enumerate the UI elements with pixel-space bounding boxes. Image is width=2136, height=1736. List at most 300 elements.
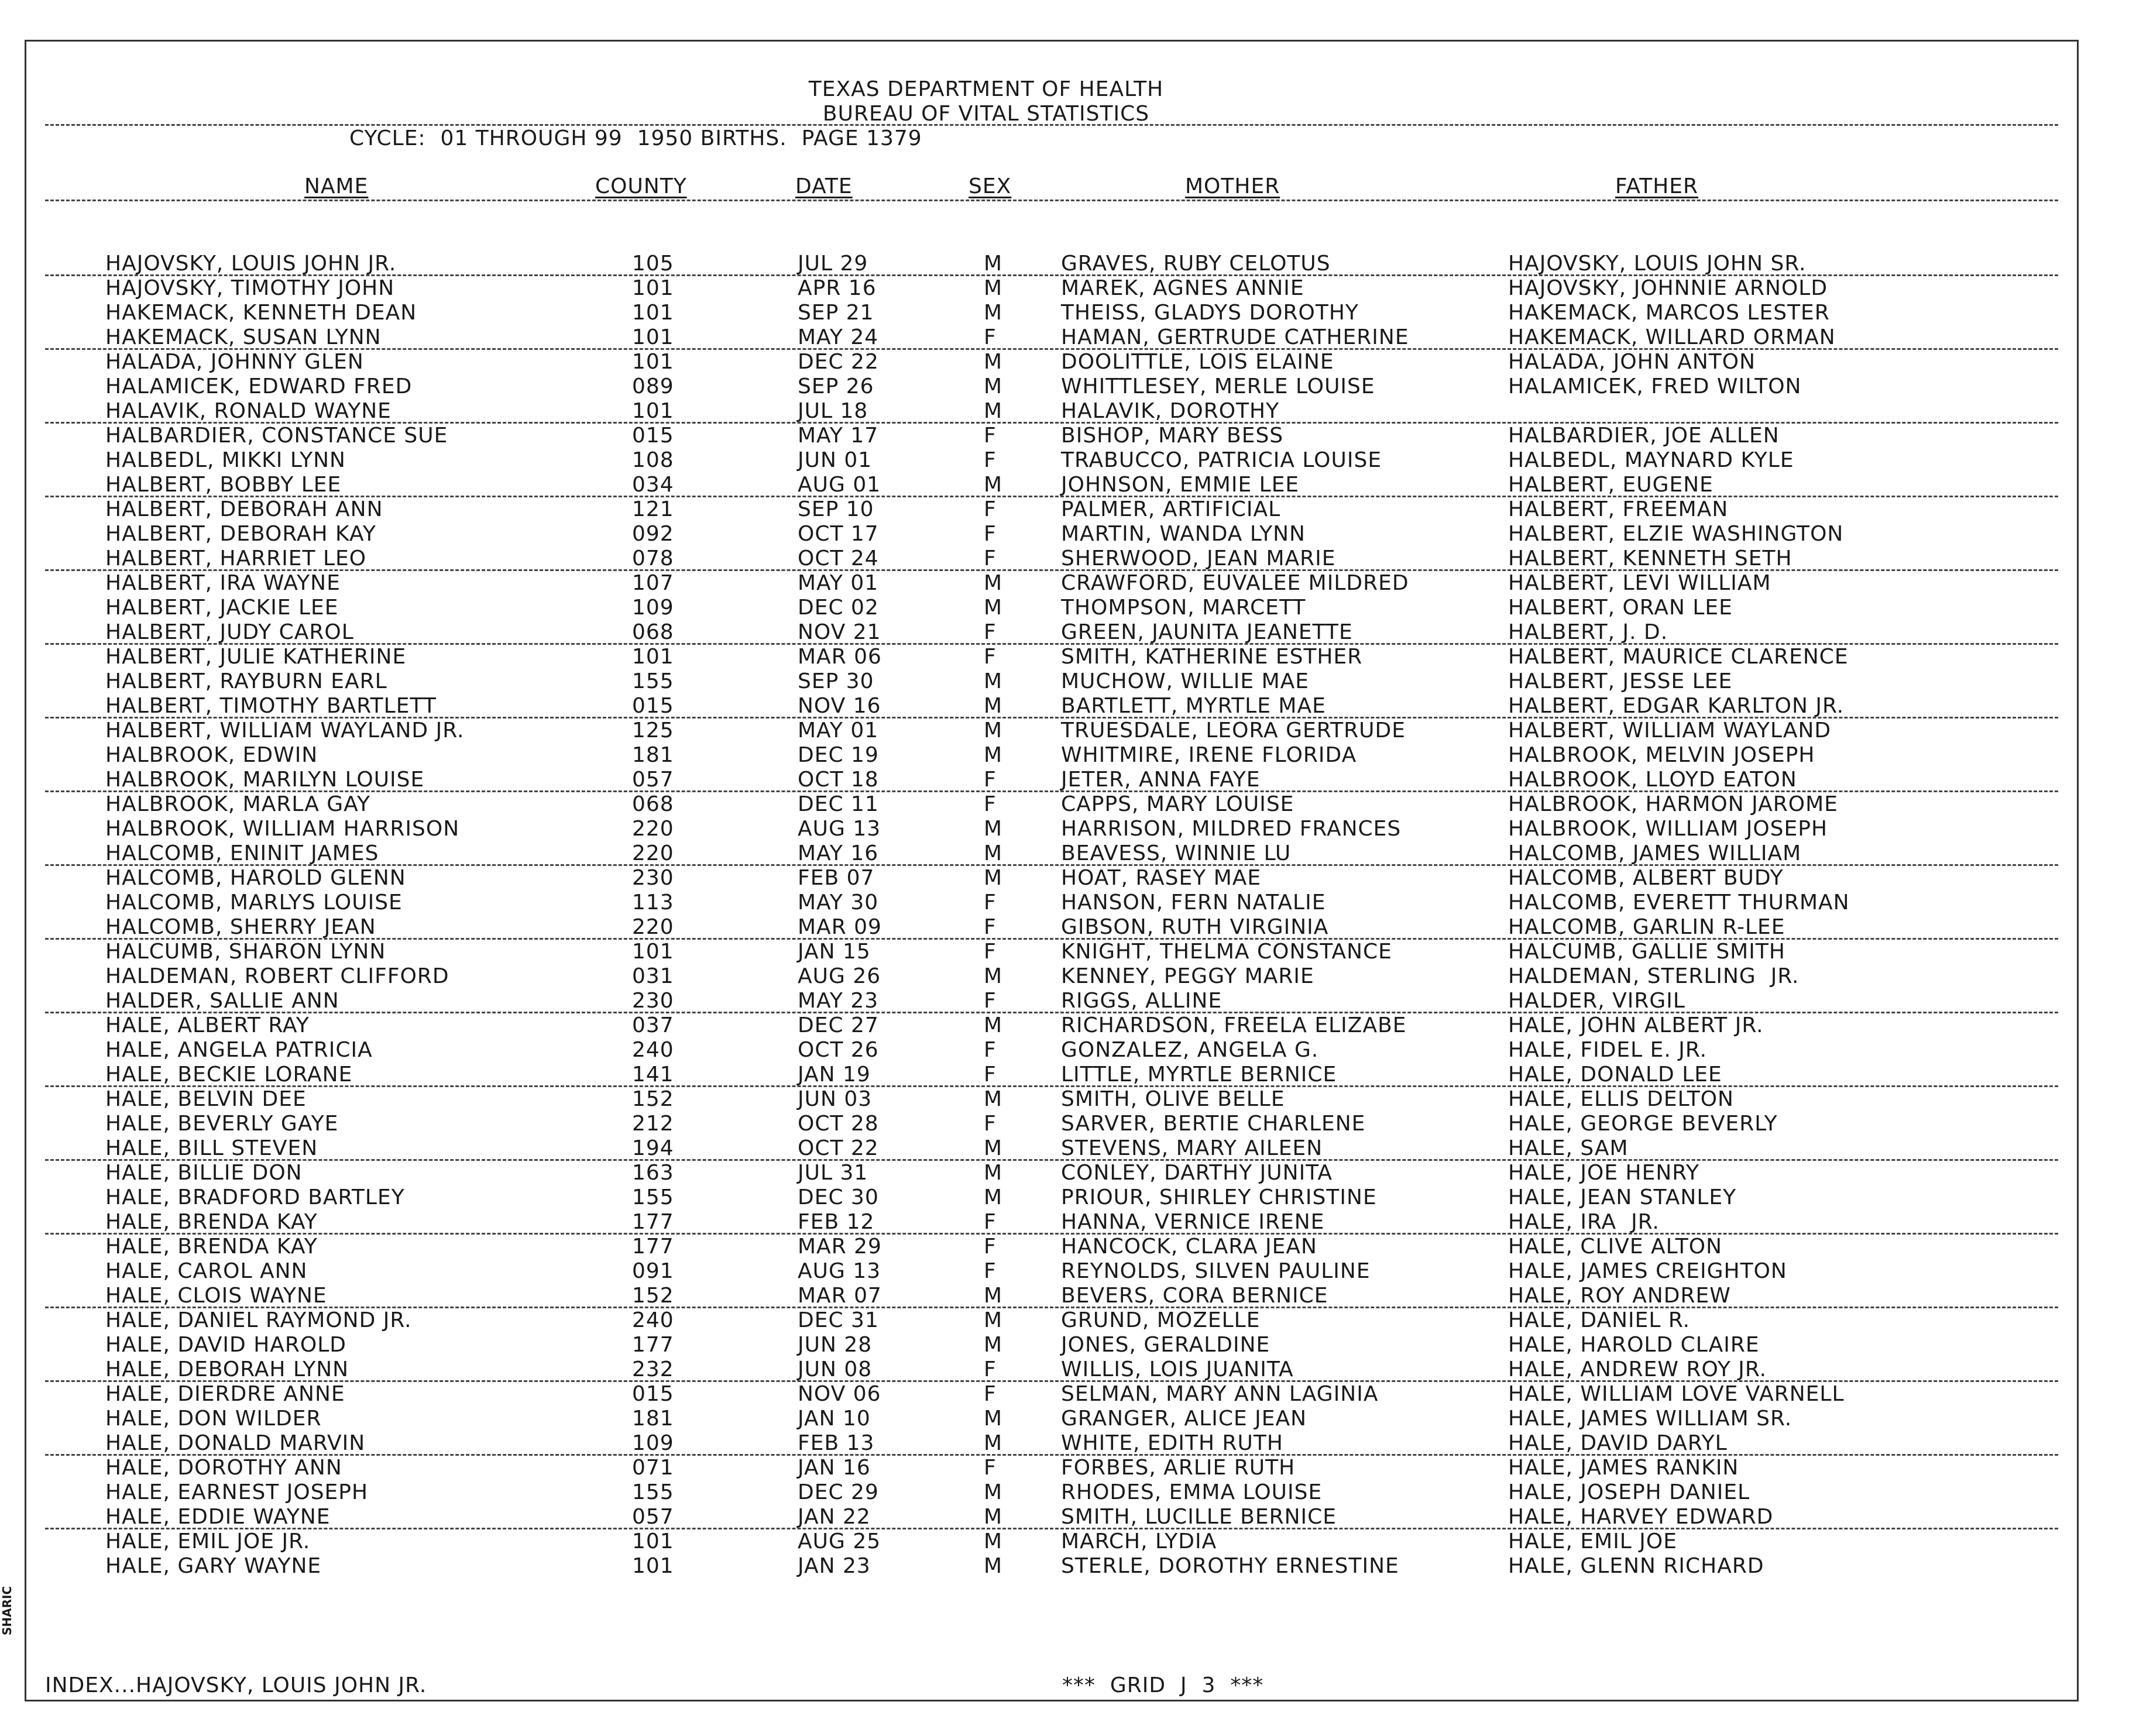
cell-sex: M [984,276,1003,300]
header-rule [45,124,2058,126]
cell-mother: RIGGS, ALLINE [1061,989,1222,1013]
cell-father: HALBERT, LEVI WILLIAM [1508,571,1771,595]
cell-name: HALE, EMIL JOE JR. [105,1529,311,1553]
cell-county: 163 [632,1161,674,1185]
cell-mother: JETER, ANNA FAYE [1061,768,1261,792]
cell-father: HALE, FIDEL E. JR. [1508,1038,1708,1062]
cell-father: HALE, ELLIS DELTON [1508,1087,1734,1111]
cell-name: HALDER, SALLIE ANN [105,989,339,1013]
cell-county: 220 [632,915,674,939]
cell-date: AUG 25 [798,1529,881,1553]
cell-name: HALE, GARY WAYNE [105,1554,322,1578]
cell-father: HALE, CLIVE ALTON [1508,1235,1722,1259]
cell-date: DEC 29 [798,1480,879,1504]
cell-father: HALBERT, JESSE LEE [1508,669,1733,693]
cell-mother: BEVERS, CORA BERNICE [1061,1284,1328,1308]
cell-sex: M [984,1013,1003,1037]
cell-sex: M [984,1308,1003,1332]
cell-county: 101 [632,940,674,964]
cell-date: NOV 06 [798,1382,881,1406]
cell-date: MAY 16 [798,841,879,865]
cell-father: HALAMICEK, FRED WILTON [1508,374,1802,398]
cell-name: HALBROOK, WILLIAM HARRISON [105,817,460,841]
cell-date: SEP 26 [798,374,874,398]
cell-name: HALE, BECKIE LORANE [105,1063,353,1087]
row-separator [45,1454,2058,1456]
cell-name: HALBROOK, MARLA GAY [105,792,371,816]
cell-name: HAKEMACK, KENNETH DEAN [105,301,417,325]
cell-father: HALBERT, J. D. [1508,620,1668,644]
cell-mother: HANNA, VERNICE IRENE [1061,1210,1325,1234]
col-header-father: FATHER [1615,174,1699,198]
cell-father: HALE, SAM [1508,1136,1629,1160]
cell-name: HALBERT, DEBORAH KAY [105,522,376,546]
cell-sex: F [984,1382,997,1406]
cell-father: HALE, GEORGE BEVERLY [1508,1112,1778,1136]
cell-father: HALDER, VIRGIL [1508,989,1685,1013]
cell-sex: M [984,1284,1003,1308]
col-header-mother: MOTHER [1185,174,1280,198]
cell-father: HALBEDL, MAYNARD KYLE [1508,448,1794,472]
header-line-3: CYCLE: 01 THROUGH 99 1950 BIRTHS. PAGE 1379 [349,126,922,150]
cell-date: OCT 28 [798,1112,879,1136]
cell-mother: HANSON, FERN NATALIE [1061,891,1326,915]
cell-date: DEC 30 [798,1185,879,1209]
cell-mother: RHODES, EMMA LOUISE [1061,1480,1323,1504]
cell-county: 101 [632,1554,674,1578]
cell-sex: M [984,596,1003,620]
cell-date: JUL 31 [798,1161,868,1185]
cell-mother: BISHOP, MARY BESS [1061,424,1284,448]
cell-mother: MARTIN, WANDA LYNN [1061,522,1306,546]
cell-county: 101 [632,301,674,325]
cell-sex: F [984,1112,997,1136]
cell-date: NOV 21 [798,620,881,644]
row-separator [45,1233,2058,1235]
cell-date: FEB 12 [798,1210,875,1234]
cell-sex: F [984,1210,997,1234]
cell-name: HALE, CLOIS WAYNE [105,1284,327,1308]
cell-sex: M [984,964,1003,988]
cell-mother: STERLE, DOROTHY ERNESTINE [1061,1554,1399,1578]
cell-mother: HOAT, RASEY MAE [1061,866,1262,890]
cell-name: HALE, BILL STEVEN [105,1136,318,1160]
cell-county: 089 [632,374,674,398]
cell-county: 101 [632,1529,674,1553]
cell-name: HALBERT, JUDY CAROL [105,620,354,644]
cell-name: HALE, BRENDA KAY [105,1210,318,1234]
cell-date: MAR 06 [798,645,882,669]
cell-mother: GONZALEZ, ANGELA G. [1061,1038,1319,1062]
cell-mother: CAPPS, MARY LOUISE [1061,792,1294,816]
cell-county: 068 [632,620,674,644]
cell-date: AUG 26 [798,964,881,988]
cell-date: MAY 23 [798,989,879,1013]
cell-date: JUN 03 [798,1087,873,1111]
cell-date: OCT 22 [798,1136,879,1160]
cell-date: DEC 27 [798,1013,879,1037]
cell-date: FEB 07 [798,866,875,890]
cell-sex: M [984,1480,1003,1504]
cell-county: 015 [632,694,674,718]
cell-mother: CONLEY, DARTHY JUNITA [1061,1161,1333,1185]
cell-mother: TRABUCCO, PATRICIA LOUISE [1061,448,1382,472]
cell-county: 101 [632,276,674,300]
cell-sex: M [984,1185,1003,1209]
cell-name: HAJOVSKY, LOUIS JOHN JR. [105,252,397,276]
cell-mother: THOMPSON, MARCETT [1061,596,1306,620]
cell-father: HALE, JEAN STANLEY [1508,1185,1737,1209]
cell-mother: DOOLITTLE, LOIS ELAINE [1061,350,1334,374]
cell-county: 015 [632,1382,674,1406]
col-header-sex: SEX [969,174,1012,198]
cell-name: HALE, DOROTHY ANN [105,1456,342,1480]
cell-county: 037 [632,1013,674,1037]
cell-county: 212 [632,1112,674,1136]
cell-date: JAN 22 [798,1505,871,1529]
cell-mother: JOHNSON, EMMIE LEE [1061,473,1300,497]
cell-mother: GRAVES, RUBY CELOTUS [1061,252,1331,276]
cell-father: HALCOMB, JAMES WILLIAM [1508,841,1802,865]
cell-date: JUN 01 [798,448,873,472]
cell-county: 220 [632,817,674,841]
cell-name: HALE, DAVID HAROLD [105,1333,347,1357]
cell-father: HALBERT, KENNETH SETH [1508,546,1792,570]
cell-county: 078 [632,546,674,570]
cell-county: 220 [632,841,674,865]
cell-date: JUL 18 [798,399,868,423]
cell-county: 105 [632,252,674,276]
cell-mother: STEVENS, MARY AILEEN [1061,1136,1323,1160]
header-line-1: TEXAS DEPARTMENT OF HEALTH [808,77,1164,101]
cell-sex: M [984,350,1003,374]
cell-father: HALE, JOHN ALBERT JR. [1508,1013,1764,1037]
header-line-2: BUREAU OF VITAL STATISTICS [822,102,1150,126]
cell-name: HALBERT, JULIE KATHERINE [105,645,407,669]
cell-county: 177 [632,1210,674,1234]
cell-father: HALCOMB, EVERETT THURMAN [1508,891,1850,915]
cell-father: HALE, JAMES RANKIN [1508,1456,1739,1480]
cell-father: HALE, HARVEY EDWARD [1508,1505,1774,1529]
cell-date: APR 16 [798,276,877,300]
cell-name: HAJOVSKY, TIMOTHY JOHN [105,276,395,300]
cell-father: HALE, IRA JR. [1508,1210,1660,1234]
cell-sex: F [984,891,997,915]
cell-name: HALDEMAN, ROBERT CLIFFORD [105,964,449,988]
cell-sex: F [984,1235,997,1259]
cell-name: HALCUMB, SHARON LYNN [105,940,386,964]
cell-sex: F [984,792,997,816]
cell-father: HALE, WILLIAM LOVE VARNELL [1508,1382,1845,1406]
cell-sex: F [984,1038,997,1062]
cell-mother: GRANGER, ALICE JEAN [1061,1407,1307,1431]
cell-sex: M [984,1554,1003,1578]
cell-name: HALBERT, RAYBURN EARL [105,669,387,693]
cell-sex: M [984,1333,1003,1357]
cell-sex: M [984,743,1003,767]
cell-county: 230 [632,866,674,890]
cell-father: HALBROOK, MELVIN JOSEPH [1508,743,1815,767]
cell-sex: M [984,1529,1003,1553]
cell-sex: F [984,940,997,964]
cell-county: 152 [632,1284,674,1308]
cell-name: HALE, DONALD MARVIN [105,1431,366,1455]
cell-mother: GREEN, JAUNITA JEANETTE [1061,620,1353,644]
cell-mother: PRIOUR, SHIRLEY CHRISTINE [1061,1185,1377,1209]
cell-sex: M [984,817,1003,841]
cell-name: HALE, ANGELA PATRICIA [105,1038,373,1062]
cell-county: 108 [632,448,674,472]
cell-county: 109 [632,596,674,620]
cell-mother: MAREK, AGNES ANNIE [1061,276,1304,300]
cell-father: HALDEMAN, STERLING JR. [1508,964,1800,988]
cell-date: DEC 19 [798,743,879,767]
cell-father: HALE, ANDREW ROY JR. [1508,1357,1767,1381]
cell-name: HALBERT, JACKIE LEE [105,596,339,620]
cell-name: HALBERT, HARRIET LEO [105,546,367,570]
cell-mother: HALAVIK, DOROTHY [1061,399,1280,423]
cell-sex: M [984,866,1003,890]
cell-county: 181 [632,1407,674,1431]
cell-date: AUG 13 [798,1259,881,1283]
cell-father: HALBERT, EUGENE [1508,473,1713,497]
cell-date: MAY 01 [798,571,879,595]
cell-mother: HARRISON, MILDRED FRANCES [1061,817,1402,841]
cell-mother: SMITH, KATHERINE ESTHER [1061,645,1363,669]
cell-mother: MUCHOW, WILLIE MAE [1061,669,1310,693]
cell-mother: WHITTLESEY, MERLE LOUISE [1061,374,1375,398]
cell-father: HALBROOK, LLOYD EATON [1508,768,1797,792]
cell-sex: F [984,1063,997,1087]
cell-county: 092 [632,522,674,546]
cell-sex: M [984,1407,1003,1431]
cell-sex: M [984,694,1003,718]
col-header-name: NAME [304,174,369,198]
cell-county: 091 [632,1259,674,1283]
cell-county: 152 [632,1087,674,1111]
cell-name: HALE, BELVIN DEE [105,1087,307,1111]
cell-father: HALBROOK, WILLIAM JOSEPH [1508,817,1828,841]
col-header-county: COUNTY [595,174,687,198]
cell-date: OCT 18 [798,768,879,792]
cell-sex: F [984,645,997,669]
cell-date: JUN 08 [798,1357,873,1381]
cell-sex: F [984,546,997,570]
cell-sex: M [984,473,1003,497]
cell-mother: SMITH, OLIVE BELLE [1061,1087,1285,1111]
cell-father: HALADA, JOHN ANTON [1508,350,1756,374]
cell-father: HALE, DAVID DARYL [1508,1431,1728,1455]
cell-mother: RICHARDSON, FREELA ELIZABE [1061,1013,1407,1037]
cell-mother: REYNOLDS, SILVEN PAULINE [1061,1259,1371,1283]
row-separator [45,1159,2058,1161]
cell-county: 071 [632,1456,674,1480]
cell-county: 109 [632,1431,674,1455]
cell-date: DEC 31 [798,1308,879,1332]
cell-date: AUG 01 [798,473,881,497]
cell-date: JAN 19 [798,1063,871,1087]
cell-sex: F [984,989,997,1013]
cell-sex: F [984,1357,997,1381]
cell-father: HALE, DONALD LEE [1508,1063,1722,1087]
cell-mother: SARVER, BERTIE CHARLENE [1061,1112,1366,1136]
cell-sex: F [984,325,997,349]
cell-mother: MARCH, LYDIA [1061,1529,1217,1553]
document-sheet [25,40,2079,1701]
cell-date: OCT 26 [798,1038,879,1062]
cell-father: HALE, JAMES WILLIAM SR. [1508,1407,1792,1431]
cell-county: 125 [632,719,674,742]
cell-mother: PALMER, ARTIFICIAL [1061,497,1281,521]
cell-county: 031 [632,964,674,988]
cell-sex: F [984,915,997,939]
cell-name: HALE, BEVERLY GAYE [105,1112,339,1136]
cell-name: HALE, BILLIE DON [105,1161,303,1185]
cell-father: HALBERT, MAURICE CLARENCE [1508,645,1849,669]
cell-sex: M [984,1431,1003,1455]
side-label: SHARIC [0,1586,14,1635]
cell-county: 155 [632,669,674,693]
cell-mother: KENNEY, PEGGY MARIE [1061,964,1314,988]
cell-name: HALCOMB, HAROLD GLENN [105,866,406,890]
cell-county: 101 [632,350,674,374]
cell-sex: F [984,620,997,644]
cell-sex: F [984,424,997,448]
cell-name: HALBERT, IRA WAYNE [105,571,341,595]
cell-name: HALBERT, BOBBY LEE [105,473,342,497]
cell-county: 101 [632,399,674,423]
cell-date: MAY 01 [798,719,879,742]
row-separator [45,1085,2058,1087]
cell-sex: M [984,841,1003,865]
cell-date: JUL 29 [798,252,868,276]
cell-name: HALCOMB, ENINIT JAMES [105,841,379,865]
cell-county: 141 [632,1063,674,1087]
cell-date: DEC 11 [798,792,879,816]
cell-name: HAKEMACK, SUSAN LYNN [105,325,382,349]
cell-name: HALBERT, WILLIAM WAYLAND JR. [105,719,465,742]
cell-name: HALCOMB, MARLYS LOUISE [105,891,403,915]
cell-father: HALBERT, ELZIE WASHINGTON [1508,522,1844,546]
cell-county: 194 [632,1136,674,1160]
cell-mother: KNIGHT, THELMA CONSTANCE [1061,940,1392,964]
cell-date: MAR 07 [798,1284,882,1308]
cell-county: 057 [632,768,674,792]
cell-father: HAKEMACK, WILLARD ORMAN [1508,325,1836,349]
cell-mother: CRAWFORD, EUVALEE MILDRED [1061,571,1409,595]
col-header-date: DATE [795,174,853,198]
cell-mother: HANCOCK, CLARA JEAN [1061,1235,1317,1259]
cell-mother: WHITMIRE, IRENE FLORIDA [1061,743,1357,767]
cell-date: JAN 10 [798,1407,871,1431]
cell-mother: SMITH, LUCILLE BERNICE [1061,1505,1337,1529]
cell-date: OCT 24 [798,546,879,570]
cell-mother: BARTLETT, MYRTLE MAE [1061,694,1326,718]
cell-county: 057 [632,1505,674,1529]
cell-father: HALE, GLENN RICHARD [1508,1554,1764,1578]
cell-sex: M [984,719,1003,742]
cell-name: HALE, DIERDRE ANNE [105,1382,345,1406]
cell-date: MAR 09 [798,915,882,939]
cell-sex: F [984,448,997,472]
footer-grid: *** GRID J 3 *** [1062,1673,1264,1697]
cell-father: HALBERT, WILLIAM WAYLAND [1508,719,1832,742]
cell-county: 232 [632,1357,674,1381]
cell-name: HALADA, JOHNNY GLEN [105,350,364,374]
cell-mother: THEISS, GLADYS DOROTHY [1061,301,1359,325]
cell-father: HALE, JOSEPH DANIEL [1508,1480,1750,1504]
cell-mother: TRUESDALE, LEORA GERTRUDE [1061,719,1406,742]
cell-date: SEP 10 [798,497,874,521]
cell-name: HALAMICEK, EDWARD FRED [105,374,413,398]
cell-date: AUG 13 [798,817,881,841]
cell-date: MAY 30 [798,891,879,915]
cell-mother: GIBSON, RUTH VIRGINIA [1061,915,1329,939]
cell-father: HALBERT, ORAN LEE [1508,596,1733,620]
cell-county: 230 [632,989,674,1013]
cell-father: HALCUMB, GALLIE SMITH [1508,940,1785,964]
cell-mother: SELMAN, MARY ANN LAGINIA [1061,1382,1379,1406]
cell-date: JAN 15 [798,940,871,964]
cell-father: HALCOMB, GARLIN R-LEE [1508,915,1785,939]
cell-name: HALE, ALBERT RAY [105,1013,310,1037]
cell-sex: F [984,1259,997,1283]
cell-father: HAKEMACK, MARCOS LESTER [1508,301,1830,325]
cell-mother: BEAVESS, WINNIE LU [1061,841,1292,865]
column-header-rule [45,200,2058,201]
cell-name: HALE, DEBORAH LYNN [105,1357,349,1381]
cell-name: HALE, DANIEL RAYMOND JR. [105,1308,412,1332]
cell-county: 107 [632,571,674,595]
cell-date: DEC 02 [798,596,879,620]
cell-date: DEC 22 [798,350,879,374]
cell-county: 177 [632,1333,674,1357]
cell-name: HALBERT, TIMOTHY BARTLETT [105,694,437,718]
cell-sex: F [984,1456,997,1480]
cell-mother: HAMAN, GERTRUDE CATHERINE [1061,325,1409,349]
cell-sex: M [984,1136,1003,1160]
cell-mother: LITTLE, MYRTLE BERNICE [1061,1063,1337,1087]
cell-name: HALE, DON WILDER [105,1407,322,1431]
cell-name: HALE, BRENDA KAY [105,1235,318,1259]
cell-date: SEP 30 [798,669,874,693]
cell-mother: SHERWOOD, JEAN MARIE [1061,546,1336,570]
cell-father: HALBERT, FREEMAN [1508,497,1729,521]
cell-mother: WILLIS, LOIS JUANITA [1061,1357,1294,1381]
cell-county: 240 [632,1308,674,1332]
cell-name: HALCOMB, SHERRY JEAN [105,915,376,939]
cell-sex: M [984,1505,1003,1529]
cell-sex: F [984,768,997,792]
cell-county: 155 [632,1480,674,1504]
cell-name: HALE, EARNEST JOSEPH [105,1480,369,1504]
cell-county: 015 [632,424,674,448]
cell-county: 155 [632,1185,674,1209]
cell-mother: JONES, GERALDINE [1061,1333,1270,1357]
cell-county: 121 [632,497,674,521]
cell-father: HALE, ROY ANDREW [1508,1284,1731,1308]
cell-date: MAY 24 [798,325,879,349]
row-separator [45,1528,2058,1529]
cell-date: SEP 21 [798,301,874,325]
cell-date: FEB 13 [798,1431,875,1455]
cell-date: MAY 17 [798,424,879,448]
cell-father: HALBROOK, HARMON JAROME [1508,792,1838,816]
cell-father: HALBARDIER, JOE ALLEN [1508,424,1780,448]
cell-name: HALE, CAROL ANN [105,1259,308,1283]
cell-father: HALE, JOE HENRY [1508,1161,1699,1185]
cell-date: JAN 23 [798,1554,871,1578]
